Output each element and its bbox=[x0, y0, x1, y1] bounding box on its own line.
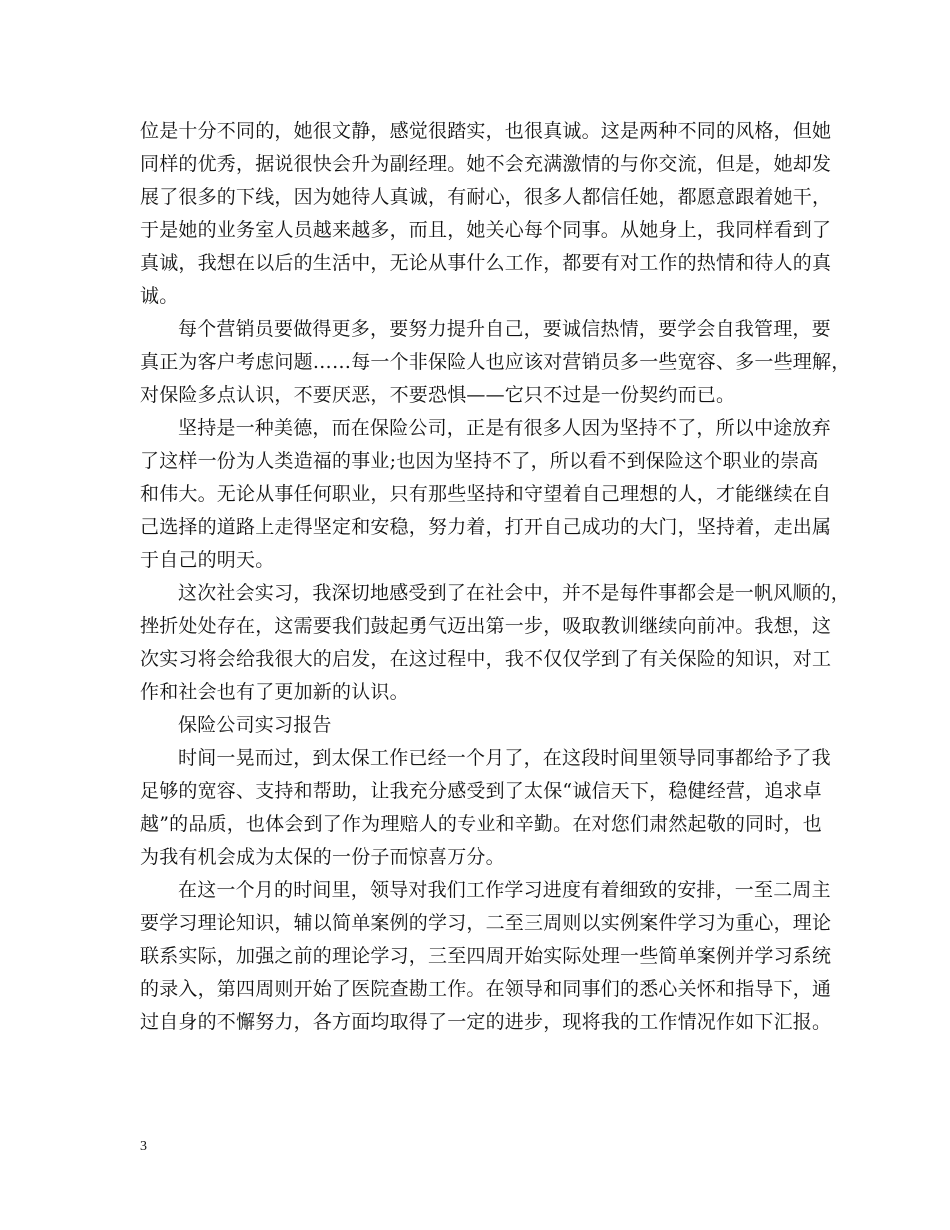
page-number: 3 bbox=[140, 1139, 147, 1154]
text-line: 对保险多点认识，不要厌恶，不要恐惧——它只不过是一份契约而已。 bbox=[140, 384, 736, 406]
text-line: 过自身的不懈努力，各方面均取得了一定的进步，现将我的工作情况作如下汇报。 bbox=[140, 1011, 832, 1033]
text-line: 真诚，我想在以后的生活中，无论从事什么工作，都要有对工作的热情和待人的真 bbox=[140, 252, 832, 274]
text-line: 位是十分不同的，她很文静，感觉很踏实，也很真诚。这是两种不同的风格，但她 bbox=[140, 120, 832, 142]
text-line: 在这一个月的时间里，领导对我们工作学习进度有着细致的安排，一至二周主 bbox=[178, 879, 831, 901]
text-line: 诚。 bbox=[140, 285, 179, 307]
text-line: 这次社会实习，我深切地感受到了在社会中，并不是每件事都会是一帆风顺的， bbox=[178, 582, 851, 604]
text-line: 每个营销员要做得更多，要努力提升自己，要诚信热情，要学会自我管理，要 bbox=[178, 318, 831, 340]
text-line: 作和社会也有了更加新的认识。 bbox=[140, 681, 409, 703]
text-line: 保险公司实习报告 bbox=[178, 714, 332, 736]
text-line: 的录入，第四周则开始了医院查勘工作。在领导和同事们的悉心关怀和指导下，通 bbox=[140, 978, 832, 1000]
text-line: 己选择的道路上走得坚定和安稳，努力着，打开自己成功的大门，坚持着，走出属 bbox=[140, 516, 832, 538]
text-line: 了这样一份为人类造福的事业;也因为坚持不了，所以看不到保险这个职业的崇高 bbox=[140, 450, 819, 472]
text-line: 展了很多的下线，因为她待人真诚，有耐心，很多人都信任她，都愿意跟着她干， bbox=[140, 186, 832, 208]
document-body bbox=[140, 115, 851, 1039]
text-line: 次实习将会给我很大的启发，在这过程中，我不仅仅学到了有关保险的知识，对工 bbox=[140, 648, 832, 670]
text-line: 于是她的业务室人员越来越多，而且，她关心每个同事。从她身上，我同样看到了 bbox=[140, 219, 832, 241]
text-line: 越”的品质，也体会到了作为理赔人的专业和辛勤。在对您们肃然起敬的同时，也 bbox=[140, 813, 822, 835]
text-line: 足够的宽容、支持和帮助，让我充分感受到了太保“诚信天下，稳健经营，追求卓 bbox=[140, 780, 822, 802]
text-line: 挫折处处存在，这需要我们鼓起勇气迈出第一步，吸取教训继续向前冲。我想，这 bbox=[140, 615, 832, 637]
text-line: 联系实际，加强之前的理论学习，三至四周开始实际处理一些简单案例并学习系统 bbox=[140, 945, 832, 967]
text-line: 于自己的明天。 bbox=[140, 549, 275, 571]
text-line: 为我有机会成为太保的一份子而惊喜万分。 bbox=[140, 846, 505, 868]
text-line: 和伟大。无论从事任何职业，只有那些坚持和守望着自己理想的人，才能继续在自 bbox=[140, 483, 832, 505]
text-line: 坚持是一种美德，而在保险公司，正是有很多人因为坚持不了，所以中途放弃 bbox=[178, 417, 831, 439]
text-line: 时间一晃而过，到太保工作已经一个月了，在这段时间里领导同事都给予了我 bbox=[178, 747, 831, 769]
text-line: 要学习理论知识，辅以简单案例的学习，二至三周则以实例案件学习为重心，理论 bbox=[140, 912, 832, 934]
text-line: 同样的优秀，据说很快会升为副经理。她不会充满激情的与你交流，但是，她却发 bbox=[140, 153, 832, 175]
text-line: 真正为客户考虑问题……每一个非保险人也应该对营销员多一些宽容、多一些理解， bbox=[140, 351, 851, 373]
